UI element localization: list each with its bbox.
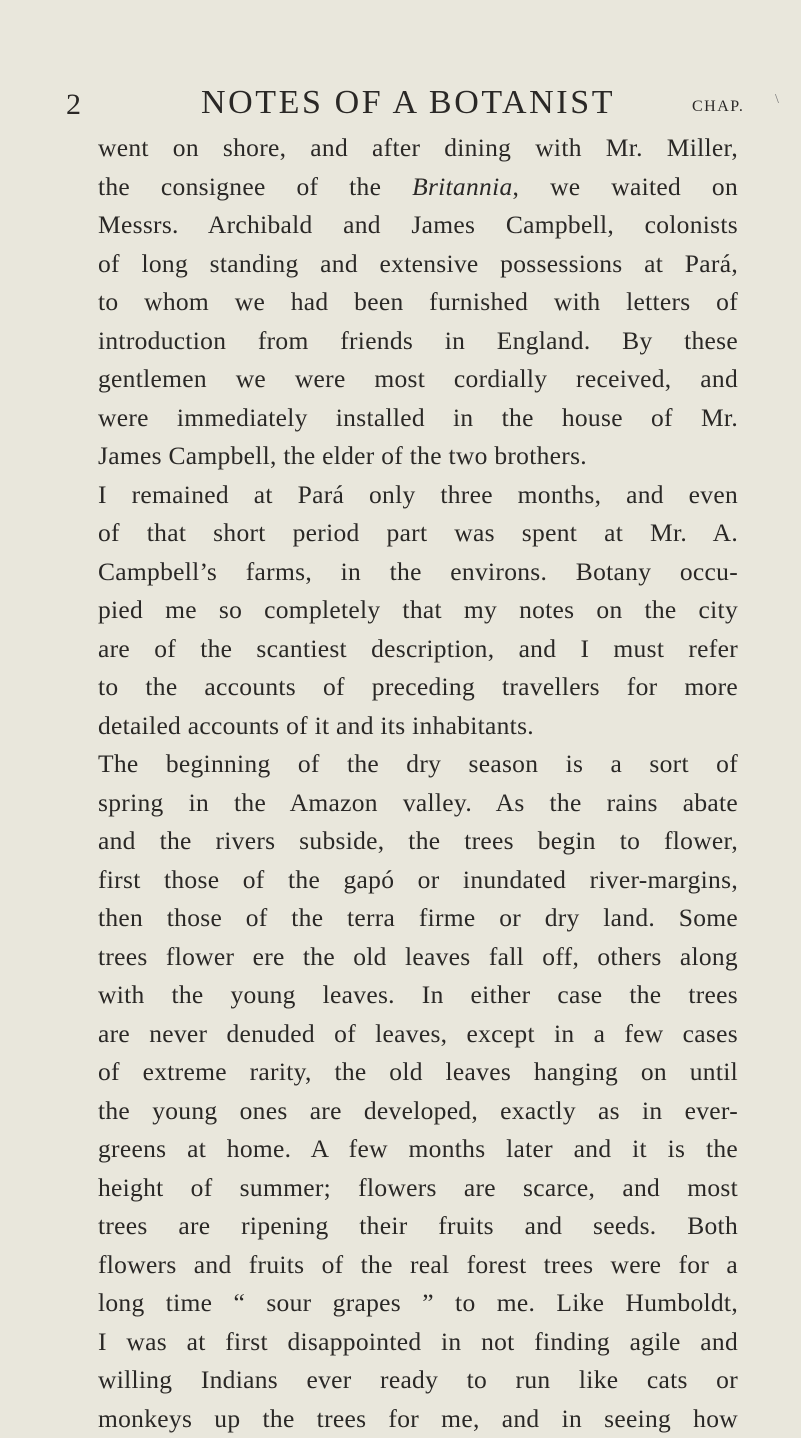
text-line: are never denuded of leaves, except in a few cases [98,1015,738,1054]
page-number: 2 [66,88,82,122]
text-line: height of summer; flowers are scarce, and most [98,1169,738,1208]
text-line: pied me so completely that my notes on the city [98,591,738,630]
text-line: are of the scantiest description, and I must refer [98,630,738,669]
text-line: long time “ sour grapes ” to me. Like Humboldt, [98,1284,738,1323]
text-line: and the rivers subside, the trees begin to flower, [98,822,738,861]
text-line: the young ones are developed, exactly as in ever- [98,1092,738,1131]
page-header [66,84,766,124]
text-line: I was at first disappointed in not finding agile and [98,1323,738,1362]
text-line: Messrs. Archibald and James Campbell, colonists [98,206,738,245]
text-line: The beginning of the dry season is a sort of [98,745,738,784]
margin-mark: \ [775,92,779,108]
ship-name-italic: Britannia [412,172,512,201]
text-line: detailed accounts of it and its inhabitants. [98,707,738,746]
text-line: of extreme rarity, the old leaves hanging on until [98,1053,738,1092]
text-line: Campbell’s farms, in the environs. Botany occu- [98,553,738,592]
text-line: trees flower ere the old leaves fall off, others along [98,938,738,977]
running-head: NOTES OF A BOTANIST [201,84,615,122]
chapter-abbrev: CHAP. [692,98,744,116]
text-line: to whom we had been furnished with letters of [98,283,738,322]
text-line: flowers and fruits of the real forest trees were for a [98,1246,738,1285]
text-line: greens at home. A few months later and it is the [98,1130,738,1169]
text-line: gentlemen we were most cordially received, and [98,360,738,399]
text-line: of that short period part was spent at Mr. A. [98,514,738,553]
text-line: then those of the terra firme or dry land. Some [98,899,738,938]
text-line: to the accounts of preceding travellers for more [98,668,738,707]
text-line: first those of the gapó or inundated river-margins, [98,861,738,900]
text-line: the consignee of the Britannia, we waited on [98,168,738,207]
text-line: James Campbell, the elder of the two brothers. [98,437,738,476]
body-text [98,129,738,1438]
text-line: trees are ripening their fruits and seeds. Both [98,1207,738,1246]
text-line: with the young leaves. In either case the trees [98,976,738,1015]
text-line: of long standing and extensive possessions at Pará, [98,245,738,284]
text-line: were immediately installed in the house of Mr. [98,399,738,438]
text-line: willing Indians ever ready to run like cats or [98,1361,738,1400]
text-line: went on shore, and after dining with Mr. Miller, [98,129,738,168]
text-line: introduction from friends in England. By these [98,322,738,361]
text-line: I remained at Pará only three months, and even [98,476,738,515]
text-line: spring in the Amazon valley. As the rains abate [98,784,738,823]
text-line: monkeys up the trees for me, and in seeing how [98,1400,738,1438]
